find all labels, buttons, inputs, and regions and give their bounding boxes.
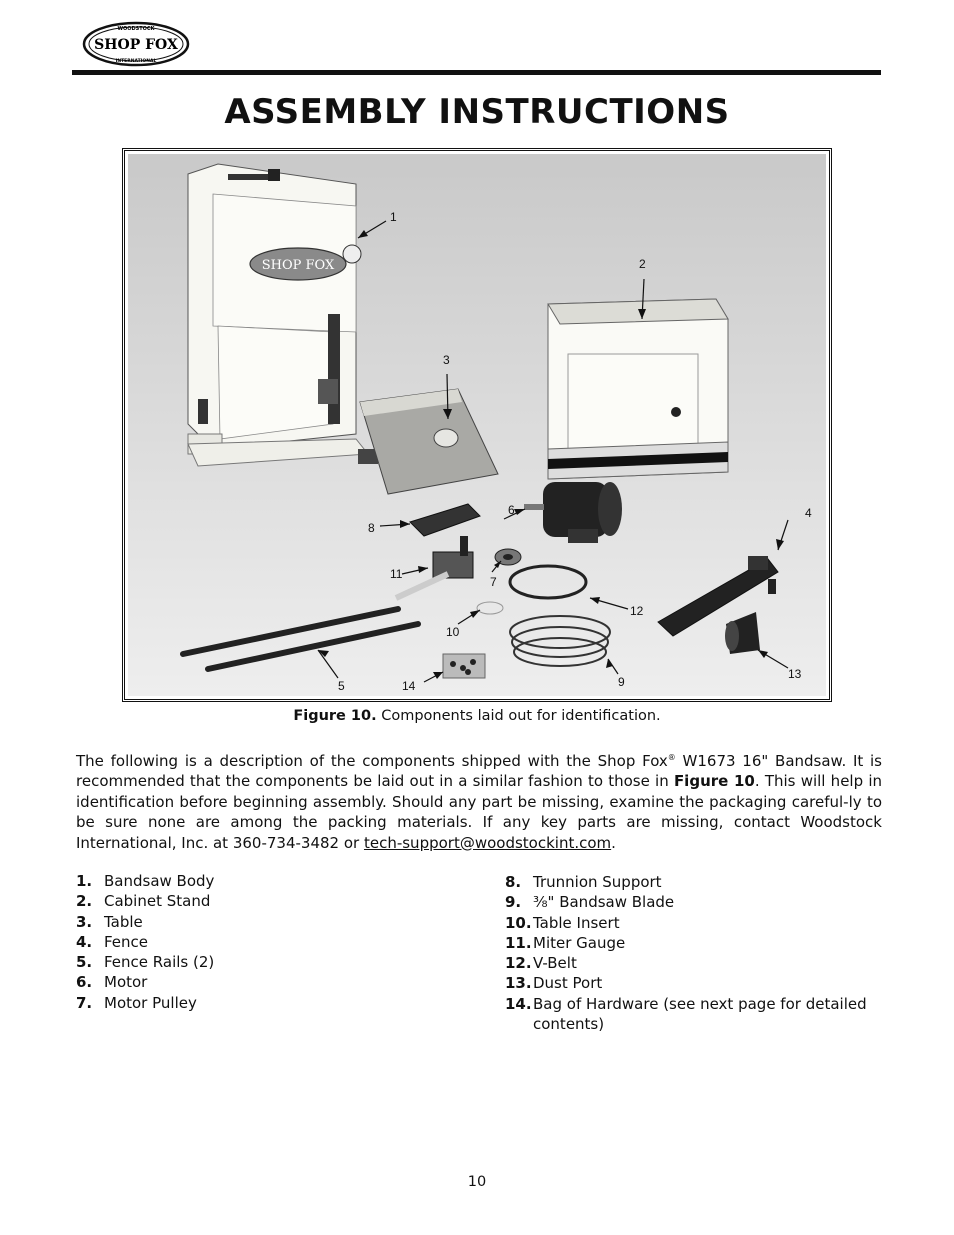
callout-5: 5 <box>338 679 345 693</box>
list-item: 14. Bag of Hardware (see next page for detailed contents) <box>505 994 867 1034</box>
callout-4: 4 <box>805 506 812 520</box>
callout-7: 7 <box>490 575 497 589</box>
page-number: 10 <box>467 1174 487 1190</box>
callout-8: 8 <box>368 521 375 535</box>
components-list-right <box>505 872 883 1034</box>
svg-text:SHOP FOX: SHOP FOX <box>94 37 178 53</box>
figure-caption <box>0 708 954 724</box>
figure-10-frame <box>122 148 832 702</box>
figure-reference: Figure 10 <box>673 772 755 791</box>
svg-text:WOODSTOCK: WOODSTOCK <box>117 26 155 32</box>
list-item: 6. Motor <box>76 973 148 992</box>
callout-3: 3 <box>443 353 450 367</box>
list-item: 11. Miter Gauge <box>505 933 626 952</box>
list-item: 3. Table <box>76 912 143 931</box>
page-title: ASSEMBLY INSTRUCTIONS <box>224 92 730 132</box>
callout-1: 1 <box>390 210 397 224</box>
list-item: 9. ³⁄₈" Bandsaw Blade <box>505 893 675 912</box>
cabinet-stand <box>548 299 728 479</box>
intro-text-3: . This will help in identification before beginning assembly. Should any part be missing, examine the packaging careful-ly to be sure none are among the packing materials. If any key parts are missing, contact Woodstock International, Inc. at 360-734-3482 or <box>76 772 882 852</box>
callout-6: 6 <box>508 503 515 517</box>
registered-mark: ® <box>667 753 676 762</box>
hardware-bag <box>443 654 485 678</box>
callout-9: 9 <box>618 675 625 689</box>
components-list-left <box>76 871 436 1013</box>
figure-caption-label: Figure 10. <box>293 708 377 724</box>
callout-10: 10 <box>446 625 460 639</box>
figure-caption-text: Components laid out for identification. <box>376 708 661 724</box>
callout-2: 2 <box>639 257 646 271</box>
intro-paragraph <box>76 748 882 853</box>
list-item: 10. Table Insert <box>505 913 620 932</box>
components-photo <box>128 154 826 696</box>
table-insert <box>477 602 503 614</box>
list-item: 7. Motor Pulley <box>76 993 197 1012</box>
callout-14: 14 <box>402 679 416 693</box>
callout-11: 11 <box>390 567 403 581</box>
bandsaw-body <box>188 164 378 466</box>
callout-13: 13 <box>788 667 802 681</box>
list-item: 1. Bandsaw Body <box>76 872 215 890</box>
support-email-link[interactable]: tech-support@woodstockint.com <box>363 833 612 852</box>
list-item: 13. Dust Port <box>505 974 603 993</box>
list-item: 5. Fence Rails (2) <box>76 953 215 972</box>
intro-text-2: W1673 16" Bandsaw. It is recommended that the components be laid out in a similar fashion to those in <box>76 752 883 791</box>
shop-fox-logo <box>82 20 190 68</box>
svg-text:SHOP FOX: SHOP FOX <box>261 258 335 273</box>
intro-text-1: The following is a description of the components shipped with the Shop Fox <box>76 752 668 770</box>
list-item: 2. Cabinet Stand <box>76 892 211 911</box>
intro-text-4: . <box>611 833 616 852</box>
header-rule <box>72 70 881 75</box>
list-item: 8. Trunnion Support <box>505 873 662 891</box>
svg-text:INTERNATIONAL: INTERNATIONAL <box>115 59 157 64</box>
list-item: 4. Fence <box>76 932 149 951</box>
list-item: 12. V-Belt <box>505 954 577 973</box>
callout-12: 12 <box>630 604 644 618</box>
